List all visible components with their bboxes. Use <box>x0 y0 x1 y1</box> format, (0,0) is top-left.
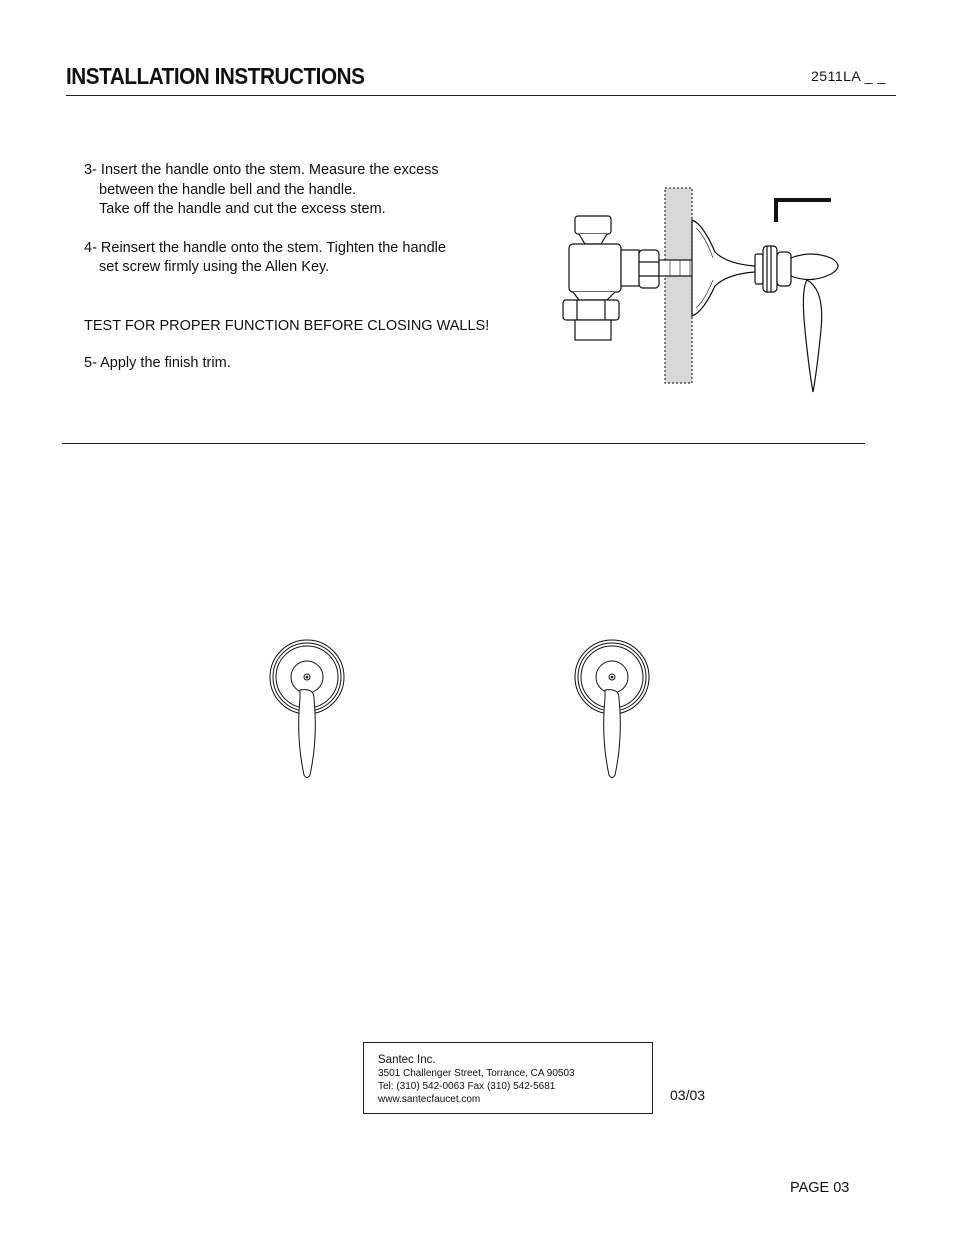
revision-date: 03/03 <box>670 1087 706 1103</box>
handle-front-view-left <box>266 638 348 780</box>
lever-right <box>604 690 621 778</box>
lever-left <box>299 690 316 778</box>
company-phone: Tel: (310) 542-0063 Fax (310) 542-5681 <box>378 1081 556 1092</box>
page-title: INSTALLATION INSTRUCTIONS <box>66 63 365 89</box>
company-address: 3501 Challenger Street, Torrance, CA 90503 <box>378 1068 575 1079</box>
step-4-line-2: set screw firmly using the Allen Key. <box>99 259 330 275</box>
valve-bottom-nut <box>563 300 619 320</box>
handle-hub <box>791 254 838 280</box>
test-notice: TEST FOR PROPER FUNCTION BEFORE CLOSING WALLS! <box>84 317 490 334</box>
wall-section <box>665 188 692 383</box>
section-divider <box>62 443 865 444</box>
instruction-steps <box>84 161 504 374</box>
valve-body <box>569 244 621 292</box>
header-rule <box>66 95 896 96</box>
handle-front-view-right <box>571 638 653 780</box>
company-website: www.santecfaucet.com <box>378 1094 481 1105</box>
company-name: Santec Inc. <box>378 1054 436 1066</box>
step-3-line-3: Take off the handle and cut the excess stem. <box>99 201 386 217</box>
handle-lever <box>803 280 821 392</box>
step-4-line-1: 4- Reinsert the handle onto the stem. Tighten the handle <box>84 239 446 256</box>
valve-top-nut <box>575 216 611 234</box>
step-3-line-1: 3- Insert the handle onto the stem. Measure the excess <box>84 162 439 178</box>
step-3-line-2: between the handle bell and the handle. <box>99 181 357 198</box>
page-number: PAGE 03 <box>790 1180 850 1196</box>
company-info-box <box>363 1042 653 1114</box>
model-number: 2511LA _ _ <box>811 68 886 84</box>
valve-handle-diagram <box>555 180 855 405</box>
step-5: 5- Apply the finish trim. <box>84 355 231 371</box>
allen-key <box>776 200 831 222</box>
